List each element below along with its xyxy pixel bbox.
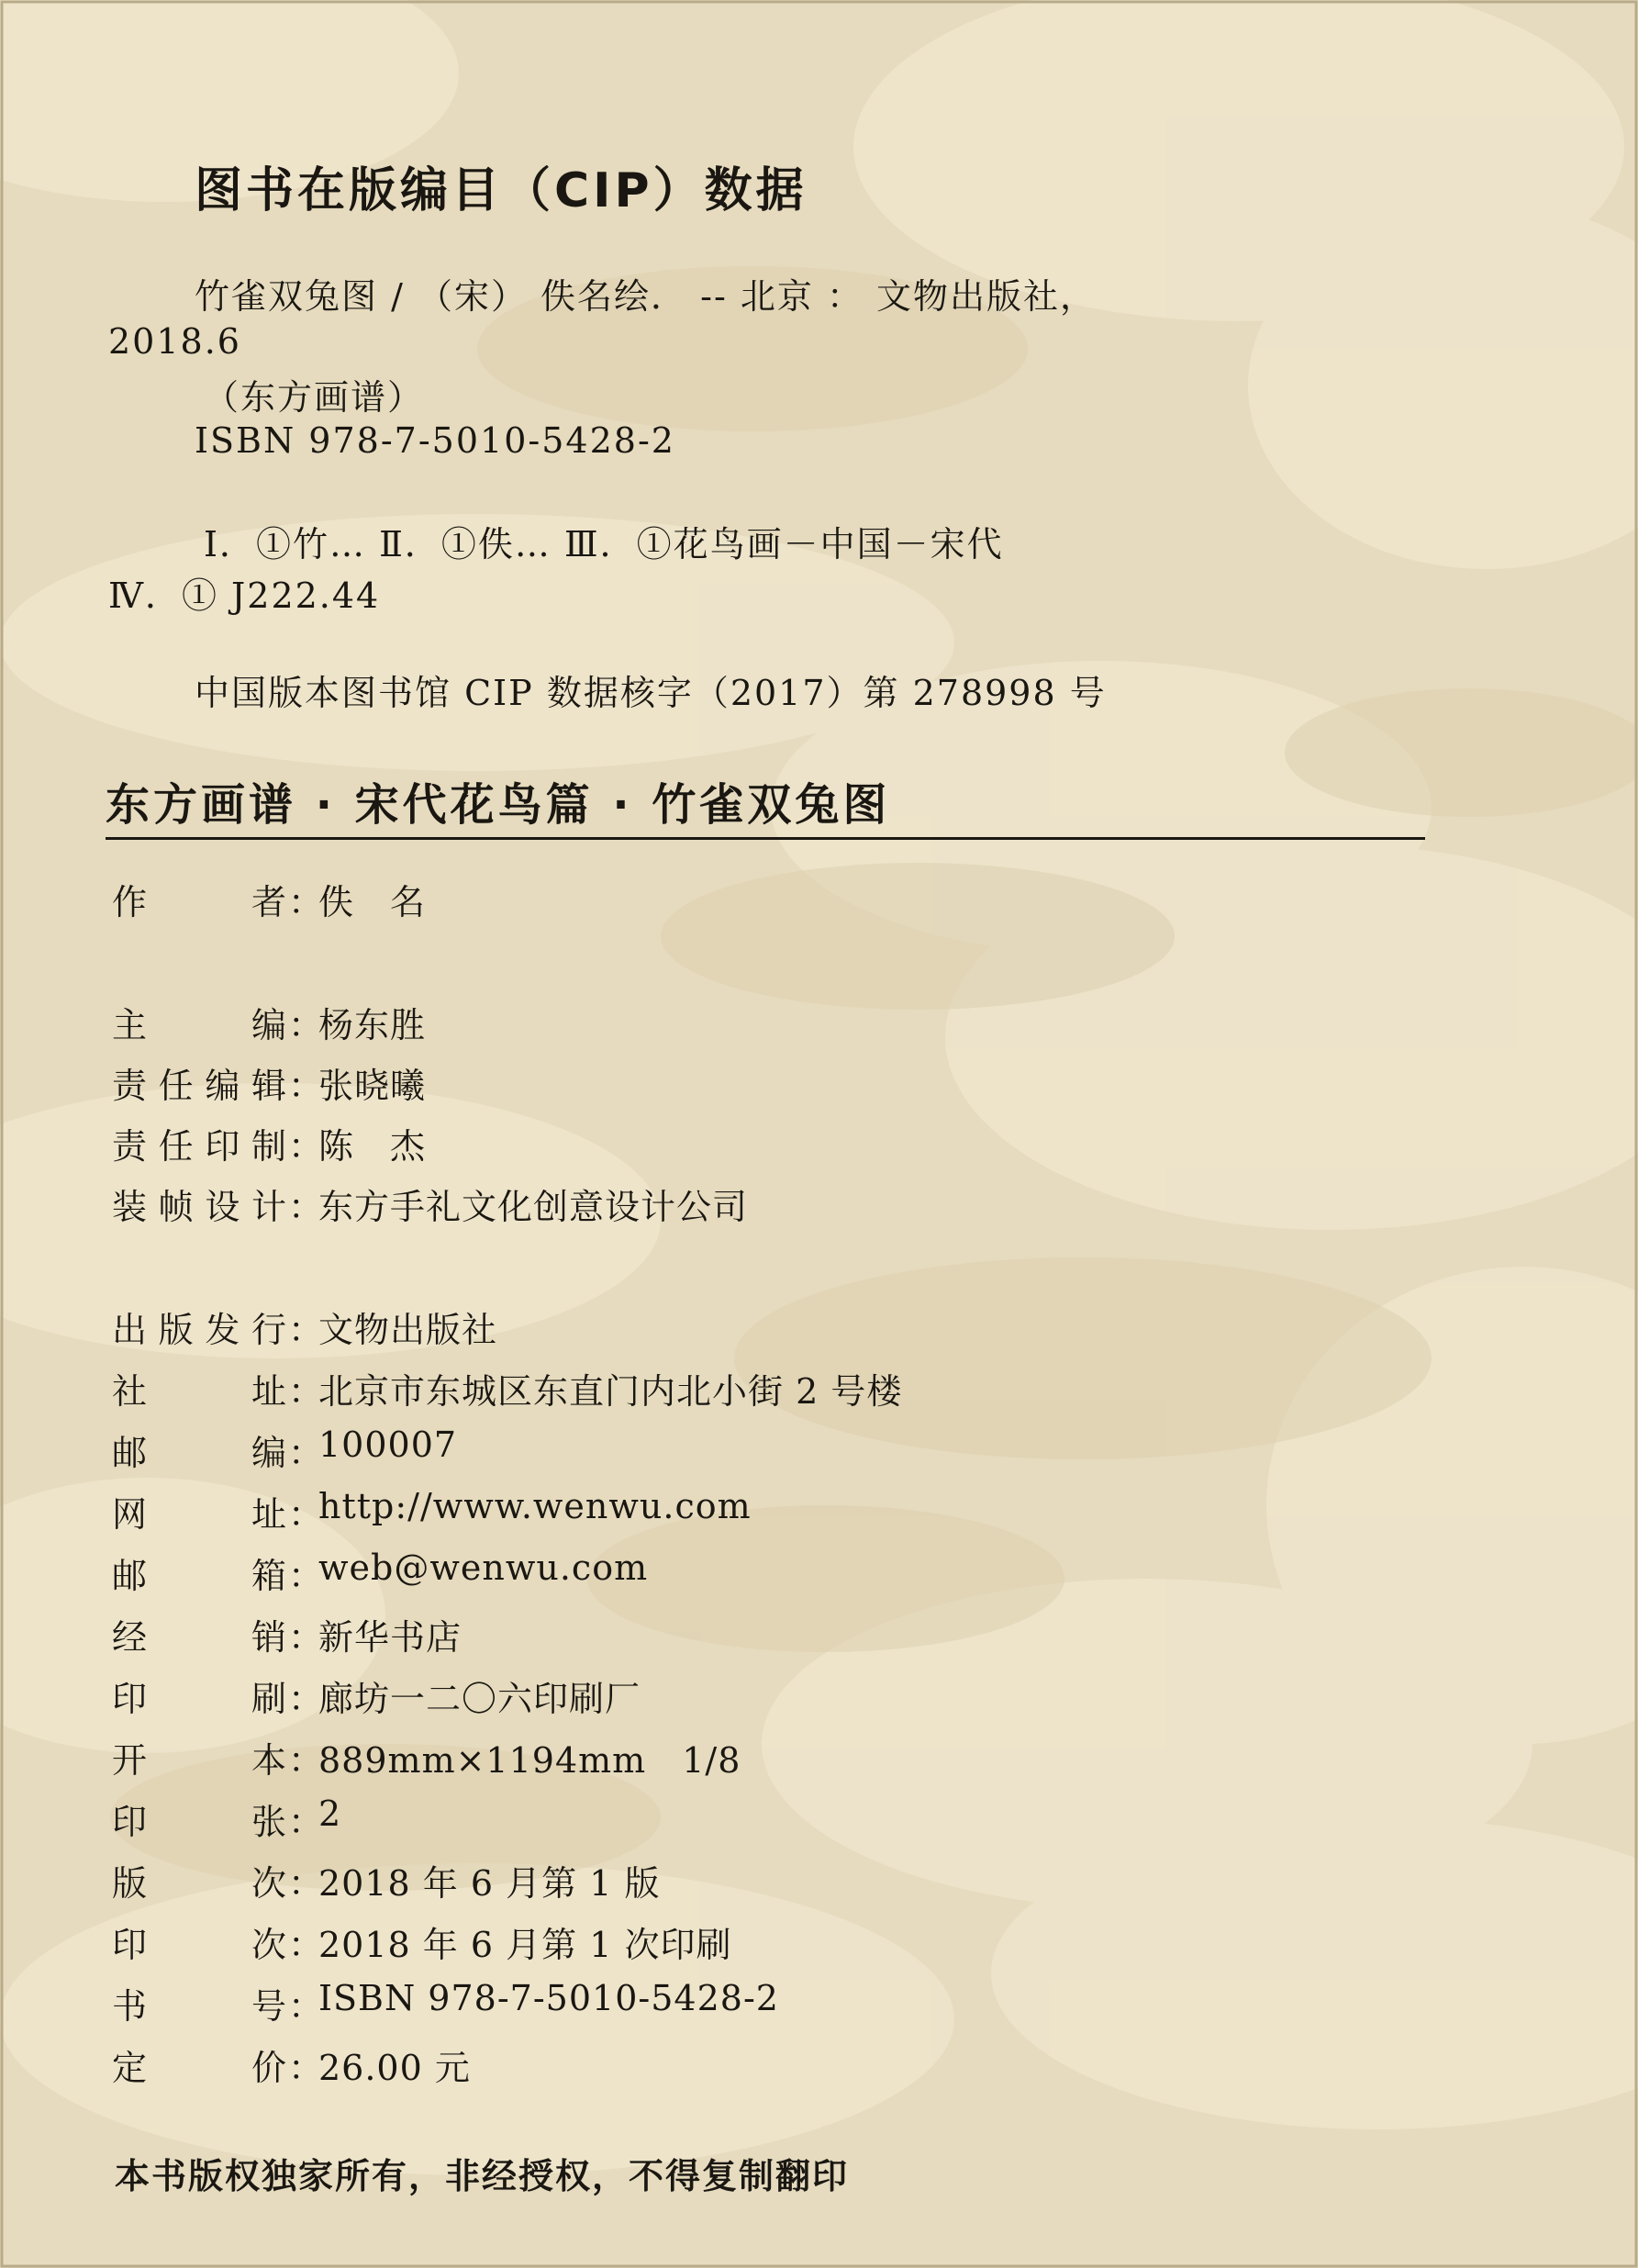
info-colon: ：: [288, 1494, 324, 1535]
info-value: 26.00 元: [318, 2048, 471, 2088]
info-label: 责任编辑: [112, 1066, 286, 1106]
info-value: 张晓曦: [318, 1066, 427, 1106]
info-value: 北京市东城区东直门内北小街 2 号楼: [318, 1371, 903, 1412]
info-colon: ：: [288, 1802, 324, 1842]
info-value: 陈 杰: [318, 1126, 427, 1167]
cip-heading: 图书在版编目（CIP）数据: [195, 163, 808, 218]
info-label: 印刷: [112, 1679, 286, 1719]
info-value: 东方手礼文化创意设计公司: [318, 1187, 749, 1227]
info-colon: ：: [288, 1556, 324, 1596]
info-value: 新华书店: [318, 1617, 462, 1658]
info-colon: ：: [288, 1310, 324, 1350]
info-label: 经销: [112, 1617, 286, 1658]
info-label: 版次: [112, 1863, 286, 1904]
info-label: 印张: [112, 1802, 286, 1842]
info-colon: ：: [288, 1863, 324, 1904]
info-value: 文物出版社: [318, 1310, 498, 1350]
info-colon: ：: [288, 1371, 324, 1412]
cip-series: （东方画谱）: [204, 377, 425, 418]
info-value: 佚 名: [318, 882, 427, 922]
info-label: 社址: [112, 1371, 286, 1412]
info-value: 杨东胜: [318, 1005, 427, 1045]
title-divider: [106, 837, 1425, 840]
info-label: 作者: [112, 882, 286, 922]
cip-record-line-1: 竹雀双兔图 / （宋） 佚名绘． -- 北京 ： 文物出版社，: [195, 276, 1098, 317]
info-colon: ：: [288, 1986, 324, 2027]
info-colon: ：: [288, 1925, 324, 1965]
info-value: 2018 年 6 月第 1 版: [318, 1863, 661, 1904]
info-label: 定价: [112, 2048, 286, 2088]
info-colon: ：: [288, 1187, 324, 1227]
cip-isbn: ISBN 978-7-5010-5428-2: [195, 420, 675, 461]
cip-verification-number: 中国版本图书馆 CIP 数据核字（2017）第 278998 号: [195, 673, 1107, 713]
info-colon: ：: [288, 1617, 324, 1658]
info-colon: ：: [288, 1740, 324, 1781]
info-value: 889mm×1194mm 1/8: [318, 1740, 741, 1781]
cip-classification-line-1: Ⅰ．①竹… Ⅱ．①佚… Ⅲ．①花鸟画－中国－宋代: [204, 524, 1004, 564]
copyright-notice: 本书版权独家所有，非经授权，不得复制翻印: [115, 2156, 850, 2196]
email-address: web@wenwu.com: [318, 1547, 649, 1588]
info-value: 2018 年 6 月第 1 次印刷: [318, 1925, 732, 1965]
info-value: 廊坊一二〇六印刷厂: [318, 1679, 641, 1719]
info-colon: ：: [288, 1005, 324, 1045]
info-label: 责任印制: [112, 1126, 286, 1167]
info-colon: ：: [288, 1679, 324, 1719]
info-label: 书号: [112, 1986, 286, 2027]
info-label: 开本: [112, 1740, 286, 1781]
info-colon: ：: [288, 1126, 324, 1167]
info-label: 印次: [112, 1925, 286, 1965]
cip-record-line-2: 2018.6: [108, 321, 241, 362]
info-label: 装帧设计: [112, 1187, 286, 1227]
website-url: http://www.wenwu.com: [318, 1486, 752, 1526]
info-colon: ：: [288, 2048, 324, 2088]
info-value: 2: [318, 1793, 342, 1834]
info-colon: ：: [288, 882, 324, 922]
info-label: 邮编: [112, 1433, 286, 1473]
info-label: 邮箱: [112, 1556, 286, 1596]
book-title: 东方画谱 · 宋代花鸟篇 · 竹雀双兔图: [106, 779, 891, 831]
info-value: 100007: [318, 1424, 458, 1465]
info-label: 网址: [112, 1494, 286, 1535]
info-value: ISBN 978-7-5010-5428-2: [318, 1978, 779, 2018]
cip-classification-line-2: Ⅳ．① J222.44: [108, 575, 381, 616]
info-label: 主编: [112, 1005, 286, 1045]
info-colon: ：: [288, 1433, 324, 1473]
info-label: 出版发行: [112, 1310, 286, 1350]
info-colon: ：: [288, 1066, 324, 1106]
